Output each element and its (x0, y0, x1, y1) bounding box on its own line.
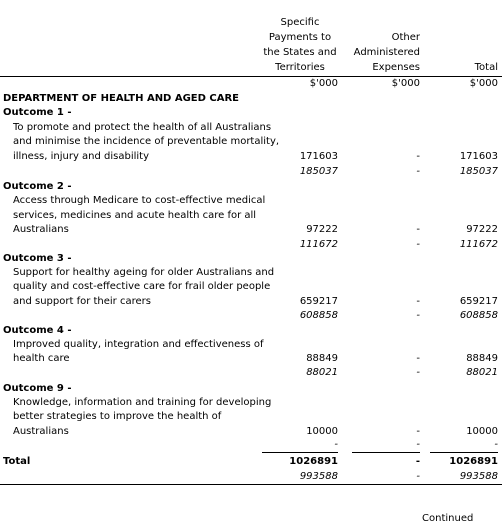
unit-col1: $'000 (309, 78, 338, 89)
unit-col3: $'000 (469, 78, 498, 89)
outcome-desc-line: better strategies to improve the health of (13, 411, 222, 422)
outcome-title: Outcome 4 - (3, 325, 72, 336)
prior-specific-payments: 608858 (299, 310, 338, 321)
prior-specific-payments: - (334, 439, 338, 450)
value-total: 10000 (466, 426, 498, 437)
total-total: 1026891 (449, 456, 498, 467)
total-prior-total: 993588 (459, 471, 498, 482)
total-prior-other-expenses: - (416, 471, 420, 482)
value-other-expenses: - (416, 426, 420, 437)
outcome-desc-line: and minimise the incidence of preventable mortality, (13, 136, 280, 147)
table-bottom-rule (0, 484, 502, 485)
outcome-desc-line: Access through Medicare to cost-effective medical (13, 195, 266, 206)
outcome-desc-line: health care (13, 353, 70, 364)
subtotal-rule-col3 (430, 452, 498, 453)
outcome-desc-line: To promote and protect the health of all Australians (13, 122, 272, 133)
prior-total: 608858 (459, 310, 498, 321)
prior-specific-payments: 111672 (299, 239, 338, 250)
header-col1-line2: Payments to (268, 32, 332, 43)
total-label: Total (3, 456, 31, 467)
value-specific-payments: 171603 (299, 151, 338, 162)
prior-other-expenses: - (416, 439, 420, 450)
prior-total: 88021 (466, 367, 498, 378)
value-specific-payments: 659217 (299, 296, 338, 307)
value-other-expenses: - (416, 224, 420, 235)
outcome-desc-line: Australians (13, 426, 69, 437)
prior-other-expenses: - (416, 166, 420, 177)
outcome-desc-line: Improved quality, integration and effectiveness of (13, 339, 264, 350)
outcome-desc-line: illness, injury and disability (13, 151, 150, 162)
prior-other-expenses: - (416, 239, 420, 250)
outcome-title: Outcome 3 - (3, 253, 72, 264)
outcome-title: Outcome 9 - (3, 383, 72, 394)
outcome-desc-line: Support for healthy ageing for older Australians and (13, 267, 275, 278)
value-total: 88849 (466, 353, 498, 364)
value-total: 659217 (459, 296, 498, 307)
continued-note: Continued (422, 513, 474, 524)
header-col1-line3: the States and (263, 47, 337, 58)
outcome-desc-line: quality and cost-effective care for frail older people (13, 281, 271, 292)
value-total: 97222 (466, 224, 498, 235)
subtotal-rule-col1 (262, 452, 338, 453)
unit-col2: $'000 (391, 78, 420, 89)
header-col1-line1: Specific (280, 17, 320, 28)
header-col2-line3: Expenses (372, 62, 420, 73)
outcome-desc-line: Australians (13, 224, 69, 235)
value-specific-payments: 97222 (306, 224, 338, 235)
header-col1-line4: Territories (275, 62, 325, 73)
department-title: DEPARTMENT OF HEALTH AND AGED CARE (3, 93, 240, 104)
value-specific-payments: 10000 (306, 426, 338, 437)
value-specific-payments: 88849 (306, 353, 338, 364)
total-other-expenses: - (415, 456, 420, 467)
outcome-title: Outcome 1 - (3, 107, 72, 118)
prior-other-expenses: - (416, 310, 420, 321)
outcome-desc-line: Knowledge, information and training for developing (13, 397, 272, 408)
total-prior-specific-payments: 993588 (299, 471, 338, 482)
prior-specific-payments: 185037 (299, 166, 338, 177)
header-col2-line2: Administered (353, 47, 420, 58)
header-col3-line1: Total (474, 62, 498, 73)
outcome-desc-line: services, medicines and acute health care for all (13, 210, 257, 221)
value-other-expenses: - (416, 353, 420, 364)
prior-total: 111672 (459, 239, 498, 250)
prior-total: - (494, 439, 498, 450)
outcome-title: Outcome 2 - (3, 181, 72, 192)
total-specific-payments: 1026891 (289, 456, 338, 467)
header-rule (0, 76, 502, 77)
prior-specific-payments: 88021 (306, 367, 338, 378)
value-other-expenses: - (416, 151, 420, 162)
header-col2-line1: Other (391, 32, 420, 43)
value-total: 171603 (459, 151, 498, 162)
prior-other-expenses: - (416, 367, 420, 378)
subtotal-rule-col2 (352, 452, 420, 453)
prior-total: 185037 (459, 166, 498, 177)
value-other-expenses: - (416, 296, 420, 307)
outcome-desc-line: and support for their carers (13, 296, 151, 307)
